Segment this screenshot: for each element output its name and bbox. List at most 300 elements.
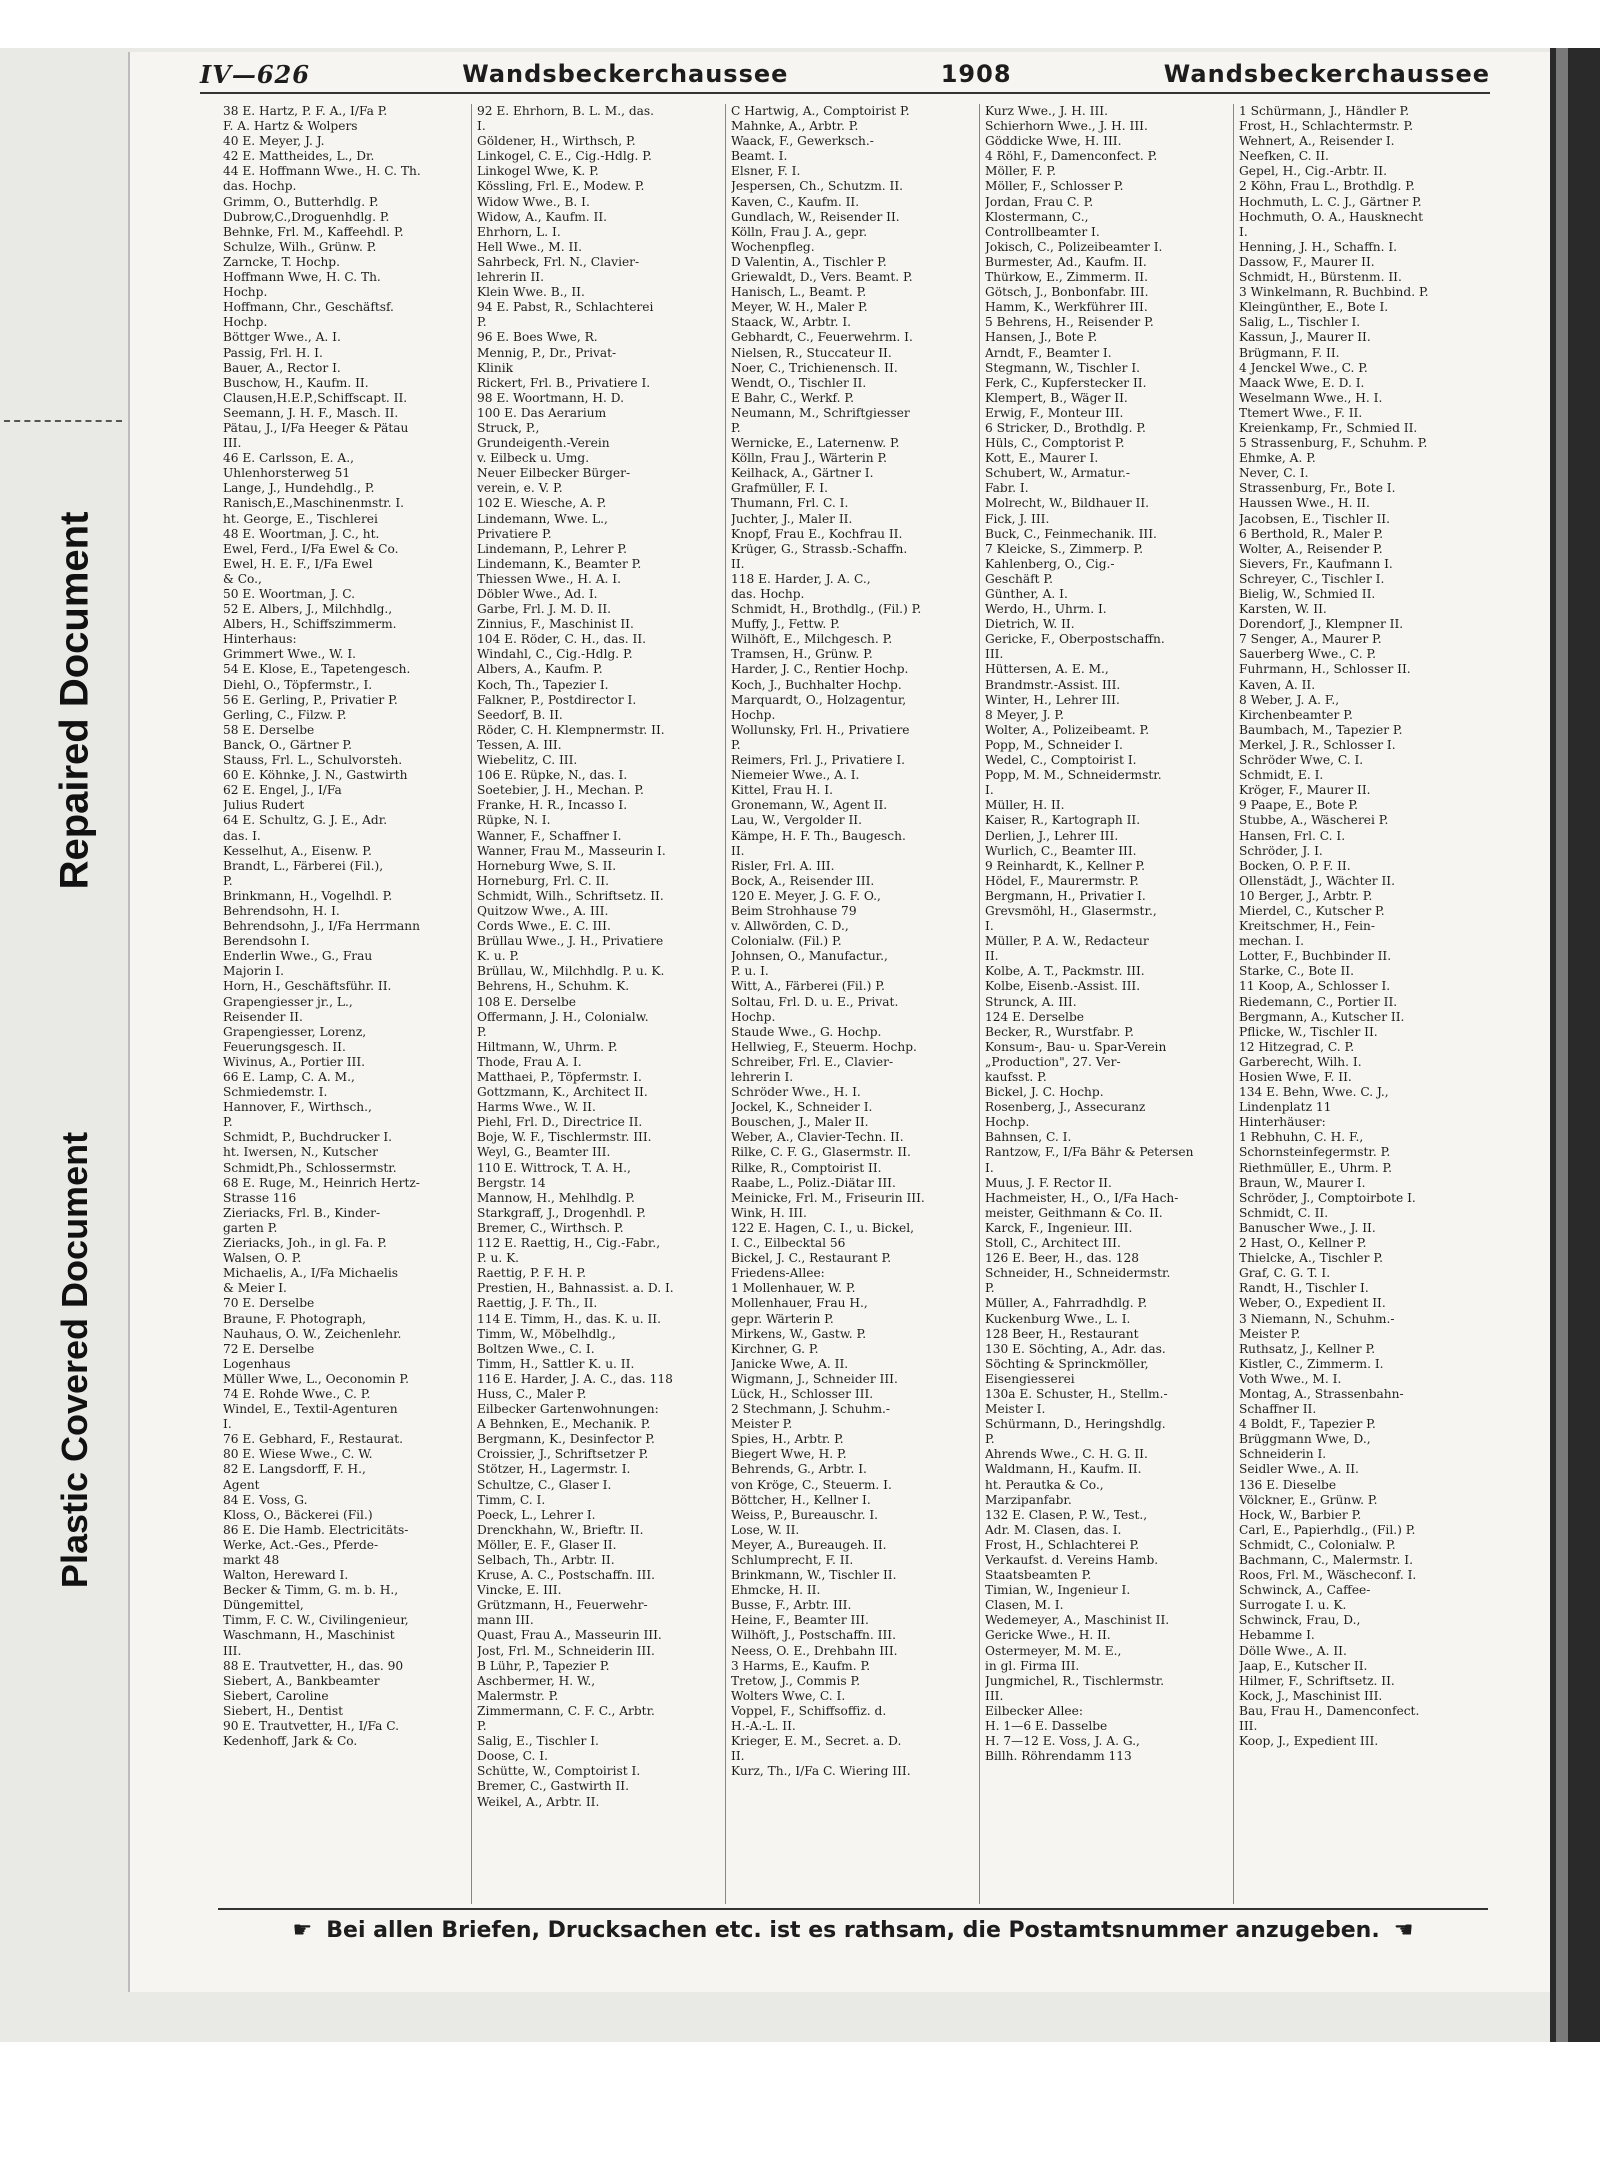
directory-entry: Maack Wwe, E. D. I. (1239, 375, 1365, 390)
directory-entry: Mennig, P., Dr., Privat- (477, 345, 617, 360)
directory-entry: Grundeigenth.-Verein (477, 436, 610, 451)
directory-entry: Reimers, Frl. J., Privatiere I. (731, 753, 906, 768)
directory-entry: Behnke, Frl. M., Kaffeehdl. P. (223, 224, 404, 239)
directory-entry: Thiessen Wwe., H. A. I. (477, 571, 621, 586)
directory-entry: Bau, Frau H., Damenconfect. (1239, 1703, 1420, 1718)
directory-entry: Schröder Wwe., H. I. (731, 1085, 861, 1100)
directory-entry: Strunck, A. III. (985, 994, 1077, 1009)
directory-entry: Burmester, Ad., Kaufm. II. (985, 254, 1147, 269)
directory-entry: Hansen, Frl. C. I. (1239, 828, 1346, 843)
directory-entry: Bocken, O. P. F. II. (1239, 858, 1351, 873)
directory-entry: Heine, F., Beamter III. (731, 1613, 869, 1628)
directory-entry: Hochp. (731, 1009, 776, 1024)
directory-entry: Mollenhauer, Frau H., (731, 1296, 868, 1311)
directory-entry: von Kröge, C., Steuerm. I. (731, 1477, 892, 1492)
directory-entry: Jokisch, C., Polizeibeamter I. (985, 239, 1163, 254)
directory-entry: Koch, J., Buchhalter Hochp. (731, 677, 902, 692)
directory-entry: Stubbe, A., Wäscherei P. (1239, 813, 1389, 828)
directory-entry: Niemeier Wwe., A. I. (731, 768, 860, 783)
directory-entry: Hebamme I. (1239, 1628, 1315, 1643)
directory-entry: Sauerberg Wwe., C. P. (1239, 647, 1377, 662)
directory-entry: Wigmann, J., Schneider III. (731, 1371, 898, 1386)
directory-entry: Cords Wwe., E. C. III. (477, 919, 611, 934)
directory-entry: Brüllau, W., Milchhdlg. P. u. K. (477, 964, 665, 979)
directory-entry: Brandmstr.-Assist. III. (985, 677, 1121, 692)
directory-entry: Zarncke, T. Hochp. (223, 254, 340, 269)
directory-entry: Kaven, C., Kaufm. II. (731, 194, 860, 209)
directory-entry: Weyl, G., Beamter III. (477, 1145, 611, 1160)
directory-entry: Becker, R., Wurstfabr. P. (985, 1024, 1134, 1039)
spine-edge (1556, 48, 1568, 2042)
directory-entry: Kott, E., Maurer I. (985, 451, 1099, 466)
repaired-document-text: Repaired Document (52, 511, 97, 889)
directory-entry: Roos, Frl. M., Wäscheconf. I. (1239, 1568, 1417, 1583)
directory-entry: 40 E. Meyer, J. J. (223, 134, 325, 149)
directory-entry: Hamm, K., Werkführer III. (985, 300, 1148, 315)
directory-entry: Verkaufst. d. Vereins Hamb. (985, 1553, 1159, 1567)
directory-entry: Kurz Wwe., J. H. III. (985, 104, 1108, 118)
directory-entry: Franke, H. R., Incasso I. (477, 798, 628, 813)
directory-entry: Timm, W., Möbelhdlg., (477, 1326, 616, 1341)
directory-entry: Schürmann, D., Heringshdlg. (985, 1417, 1166, 1432)
directory-entry: 96 E. Boes Wwe, R. (477, 330, 598, 345)
directory-entry: 1 Schürmann, J., Händler P. (1239, 104, 1410, 118)
directory-entry: Brügmann, F. II. (1239, 345, 1340, 360)
directory-entry: Schaffner II. (1239, 1402, 1317, 1417)
directory-entry: 94 E. Pabst, R., Schlachterei (477, 300, 654, 315)
directory-entry: Kölln, Frau J., Wärterin P. (731, 451, 888, 466)
directory-entry: Schmidt,Ph., Schlossermstr. (223, 1160, 397, 1175)
directory-entry: & Co., (223, 571, 262, 586)
directory-entry: Meyer, A., Bureaugeh. II. (731, 1537, 887, 1552)
directory-entry: 80 E. Wiese Wwe., C. W. (223, 1447, 373, 1462)
directory-entry: Soetebier, J. H., Mechan. P. (477, 783, 644, 798)
directory-entry: Schröder Wwe, C. I. (1239, 753, 1364, 768)
directory-entry: 12 Hitzegrad, C. P. (1239, 1039, 1355, 1054)
directory-entry: Weber, O., Expedient II. (1239, 1296, 1386, 1311)
directory-entry: Quitzow Wwe., A. III. (477, 903, 609, 918)
directory-entry: Enderlin Wwe., G., Frau (223, 949, 373, 964)
directory-entry: 44 E. Hoffmann Wwe., H. C. Th. (223, 164, 421, 179)
directory-entry: 128 Beer, H., Restaurant (985, 1326, 1139, 1341)
directory-entry: Rüpke, N. I. (477, 813, 551, 828)
directory-entry: Gebhardt, C., Feuerwehrm. I. (731, 330, 913, 345)
directory-entry: 3 Winkelmann, R. Buchbind. P. (1239, 285, 1429, 300)
directory-entry: Gundlach, W., Reisender II. (731, 209, 900, 224)
directory-entry: 74 E. Rohde Wwe., C. P. (223, 1386, 371, 1401)
directory-entry: Wernicke, E., Laternenw. P. (731, 436, 900, 451)
directory-entry: Hüttersen, A. E. M., (985, 662, 1109, 677)
directory-entry: Salig, L., Tischler I. (1239, 315, 1361, 330)
directory-entry: Boltzen Wwe., C. I. (477, 1341, 595, 1356)
directory-entry: Grapengiesser jr., L., (223, 994, 353, 1009)
directory-entry: Möller, F. P. (985, 164, 1056, 179)
directory-entry: Hüls, C., Comptorist P. (985, 436, 1125, 451)
directory-entry: Stoll, C., Architect III. (985, 1236, 1121, 1251)
directory-entry: Adr. M. Clasen, das. I. (985, 1522, 1122, 1537)
directory-entry: Risler, Frl. A. III. (731, 858, 835, 873)
directory-entry: III. (1239, 1719, 1258, 1734)
directory-entry: Ewel, H. E. F., I/Fa Ewel (223, 556, 373, 571)
directory-entry: Kloss, O., Bäckerei (Fil.) (223, 1507, 373, 1522)
directory-entry: Wedel, C., Comptoirist I. (985, 753, 1137, 768)
directory-entry: 66 E. Lamp, C. A. M., (223, 1070, 355, 1084)
directory-entry: Dubrow,C.,Droguenhdlg. P. (223, 209, 390, 224)
directory-entry: C Hartwig, A., Comptoirist P. (731, 104, 910, 118)
directory-entry: Kuckenburg Wwe., L. I. (985, 1311, 1131, 1326)
directory-entry: Popp, M., Schneider I. (985, 737, 1123, 752)
directory-entry: Klostermann, C., (985, 209, 1089, 224)
directory-entry: 7 Senger, A., Maurer P. (1239, 632, 1382, 647)
directory-entry: Harms Wwe., W. II. (477, 1100, 596, 1115)
column-1 (218, 104, 472, 1904)
directory-entry: Jaap, E., Kutscher II. (1239, 1658, 1368, 1673)
directory-entry: 10 Berger, J., Arbtr. P. (1239, 888, 1373, 903)
directory-entry: Marquardt, O., Holzagentur, (731, 692, 907, 707)
directory-entry: 6 Stricker, D., Brothdlg. P. (985, 420, 1146, 435)
directory-entry: 130a E. Schuster, H., Stellm.- (985, 1386, 1168, 1401)
directory-entry: Schmidt, Wilh., Schriftsetz. II. (477, 888, 664, 903)
directory-entry: Meister P. (1239, 1326, 1301, 1341)
directory-entry: A Behnken, E., Mechanik. P. (477, 1417, 651, 1432)
directory-entry: Schröder, J., Comptoirbote I. (1239, 1190, 1416, 1205)
directory-entry: Vincke, E. III. (477, 1583, 562, 1598)
directory-entry: 9 Reinhardt, K., Kellner P. (985, 858, 1146, 873)
directory-entry: ht. Perautka & Co., (985, 1477, 1104, 1492)
directory-entry: Beim Strohhause 79 (731, 903, 857, 918)
directory-entry: Krieger, E. M., Secret. a. D. (731, 1734, 902, 1749)
directory-entry: Horneburg Wwe, S. II. (477, 858, 617, 873)
directory-entry: 2 Hast, O., Kellner P. (1239, 1236, 1367, 1251)
directory-entry: Siebert, A., Bankbeamter (223, 1673, 380, 1688)
directory-entry: Logenhaus (223, 1356, 291, 1371)
directory-entry: Ttemert Wwe., F. II. (1239, 405, 1363, 420)
directory-entry: III. (985, 1688, 1004, 1703)
directory-columns (218, 104, 1488, 1904)
directory-entry: Jespersen, Ch., Schutzm. II. (731, 179, 904, 194)
directory-entry: Frost, H., Schlachtermstr. P. (1239, 119, 1414, 134)
directory-entry: Kock, J., Maschinist III. (1239, 1688, 1383, 1703)
directory-entry: Döbler Wwe., Ad. I. (477, 587, 598, 601)
directory-entry: Bremer, C., Wirthsch. P. (477, 1220, 624, 1235)
column-3 (726, 104, 980, 1904)
directory-entry: Bergmann, A., Kutscher II. (1239, 1009, 1405, 1024)
directory-entry: Konsum-, Bau- u. Spar-Verein (985, 1039, 1167, 1054)
directory-entry: E Bahr, C., Werkf. P. (731, 390, 854, 405)
directory-entry: 8 Weber, J. A. F., (1239, 692, 1340, 707)
directory-entry: Kistler, C., Zimmerm. I. (1239, 1356, 1384, 1371)
pointing-hand-left-icon: ☛ (292, 1917, 313, 1943)
directory-entry: Schmidt, E. I. (1239, 768, 1324, 783)
year-heading: 1908 (940, 60, 1012, 88)
directory-entry: Hinterhaus: (223, 632, 297, 647)
directory-entry: 120 E. Meyer, J. G. F. O., (731, 888, 881, 903)
directory-entry: Behrens, H., Schuhm. K. (477, 979, 630, 994)
directory-entry: Hock, W., Barbier P. (1239, 1507, 1362, 1522)
directory-entry: II. (985, 949, 999, 964)
directory-entry: Dassow, F., Maurer II. (1239, 254, 1375, 269)
directory-entry: Lindenplatz 11 (1239, 1100, 1332, 1115)
directory-entry: P. (477, 1719, 487, 1734)
directory-entry: Voth Wwe., M. I. (1239, 1371, 1342, 1386)
directory-entry: Bouschen, J., Maler II. (731, 1115, 869, 1130)
directory-entry: Voppel, F., Schiffsoffiz. d. (731, 1703, 887, 1718)
directory-entry: Zieriacks, Joh., in gl. Fa. P. (223, 1236, 387, 1251)
directory-entry: II. (731, 843, 745, 858)
directory-entry: Sievers, Fr., Kaufmann I. (1239, 556, 1393, 571)
directory-entry: Falkner, P., Postdirector I. (477, 692, 637, 707)
directory-entry: Meyer, W. H., Maler P. (731, 300, 868, 315)
directory-entry: Gericke, F., Oberpostschaffn. (985, 632, 1165, 647)
directory-entry: Ehrhorn, L. I. (477, 224, 561, 239)
directory-entry: Fick, J. III. (985, 511, 1050, 526)
directory-entry: Kassun, J., Maurer II. (1239, 330, 1371, 345)
directory-entry: H. 7—12 E. Voss, J. A. G., (985, 1734, 1140, 1749)
directory-entry: I. (985, 919, 994, 934)
directory-entry: Hochmuth, L. C. J., Gärtner P. (1239, 194, 1422, 209)
directory-entry: 118 E. Harder, J. A. C., (731, 571, 871, 586)
directory-entry: verein, e. V. P. (477, 481, 563, 496)
directory-entry: III. (985, 647, 1004, 662)
directory-entry: Müller, P. A. W., Redacteur (985, 934, 1149, 949)
directory-entry: Thürkow, E., Zimmerm. II. (985, 270, 1148, 285)
directory-entry: Gronemann, W., Agent II. (731, 798, 888, 813)
directory-entry: Dietrich, W. II. (985, 617, 1075, 632)
directory-entry: Stegmann, W., Tischler I. (985, 360, 1141, 375)
directory-entry: Uhlenhorsterweg 51 (223, 466, 351, 481)
directory-entry: Erwig, F., Monteur III. (985, 405, 1124, 420)
directory-entry: Banuscher Wwe., J. II. (1239, 1220, 1376, 1235)
directory-entry: Linkogel Wwe, K. P. (477, 164, 599, 179)
directory-entry: Pätau, J., I/Fa Heeger & Pätau (223, 420, 409, 435)
directory-entry: Windel, E., Textil-Agenturen (223, 1402, 398, 1417)
directory-entry: Raettig, J. F. Th., II. (477, 1296, 598, 1311)
directory-entry: Lotter, F., Buchbinder II. (1239, 949, 1392, 964)
directory-entry: v. Eilbeck u. Umg. (477, 451, 590, 466)
directory-entry: Raabe, L., Poliz.-Diätar III. (731, 1175, 896, 1190)
directory-entry: Schwinck, Frau, D., (1239, 1613, 1361, 1628)
directory-entry: Siebert, H., Dentist (223, 1703, 343, 1718)
directory-entry: 110 E. Wittrock, T. A. H., (477, 1160, 631, 1175)
directory-entry: Ferk, C., Kupferstecker II. (985, 375, 1147, 390)
directory-entry: mann III. (477, 1613, 534, 1628)
directory-entry: Surrogate I. u. K. (1239, 1598, 1347, 1613)
directory-entry: Nielsen, R., Stuccateur II. (731, 345, 892, 360)
directory-entry: Werke, Act.-Ges., Pferde- (223, 1537, 379, 1552)
directory-entry: I. (477, 119, 486, 134)
directory-entry: 54 E. Klose, E., Tapetengesch. (223, 662, 411, 677)
directory-entry: 58 E. Derselbe (223, 722, 315, 737)
directory-entry: Brinkmann, H., Vogelhdl. P. (223, 888, 393, 903)
directory-entry: Carl, E., Papierhdlg., (Fil.) P. (1239, 1522, 1416, 1537)
directory-entry: Lück, H., Schlosser III. (731, 1386, 874, 1401)
directory-entry: Selbach, Th., Arbtr. II. (477, 1553, 615, 1567)
directory-entry: 106 E. Rüpke, N., das. I. (477, 768, 628, 783)
directory-entry: Bauer, A., Rector I. (223, 360, 341, 375)
directory-entry: Poeck, L., Lehrer I. (477, 1507, 596, 1522)
directory-entry: 84 E. Voss, G. (223, 1492, 308, 1507)
directory-entry: Behrendsohn, J., I/Fa Herrmann (223, 919, 421, 934)
directory-entry: Timm, H., Sattler K. u. II. (477, 1356, 635, 1371)
directory-entry: Staude Wwe., G. Hochp. (731, 1024, 882, 1039)
directory-entry: Thumann, Frl. C. I. (731, 496, 849, 511)
directory-entry: Controllbeamter I. (985, 224, 1100, 239)
directory-entry: Hellwieg, F., Steuerm. Hochp. (731, 1039, 917, 1054)
directory-entry: Lindemann, K., Beamter P. (477, 556, 642, 571)
directory-entry: Starke, C., Bote II. (1239, 964, 1354, 979)
directory-entry: P. (985, 1432, 995, 1447)
directory-entry: Klinik (477, 360, 514, 375)
directory-entry: Kruse, A. C., Postschaffn. III. (477, 1568, 656, 1583)
directory-entry: 64 E. Schultz, G. J. E., Adr. (223, 813, 388, 828)
directory-entry: Randt, H., Tischler I. (1239, 1281, 1369, 1296)
directory-entry: Becker & Timm, G. m. b. H., (223, 1583, 399, 1598)
directory-entry: K. u. P. (477, 949, 520, 964)
directory-entry: Koop, J., Expedient III. (1239, 1734, 1379, 1749)
directory-entry: Knopf, Frau E., Kochfrau II. (731, 526, 903, 541)
directory-entry: Dölle Wwe., A. II. (1239, 1643, 1347, 1658)
directory-entry: Gericke Wwe., H. II. (985, 1628, 1111, 1643)
directory-entry: II. (731, 556, 745, 571)
directory-entry: Geschäft P. (985, 571, 1054, 586)
directory-entry: Wolters Wwe, C. I. (731, 1688, 846, 1703)
directory-entry: Jacobsen, E., Tischler II. (1239, 511, 1390, 526)
directory-entry: 50 E. Woortman, J. C. (223, 587, 355, 601)
directory-entry: Jungmichel, R., Tischlermstr. (985, 1673, 1165, 1688)
plastic-covered-text: Plastic Covered Document (54, 1131, 96, 1589)
directory-entry: Mierdel, C., Kutscher P. (1239, 903, 1385, 918)
directory-entry: Michaelis, A., I/Fa Michaelis (223, 1266, 399, 1281)
directory-entry: Baumbach, M., Tapezier P. (1239, 722, 1403, 737)
directory-entry: Krüger, G., Strassb.-Schaffn. (731, 541, 908, 556)
directory-entry: 1 Rebhuhn, C. H. F., (1239, 1130, 1364, 1145)
directory-entry: Berendsohn I. (223, 934, 310, 949)
directory-entry: Derlien, J., Lehrer III. (985, 828, 1119, 843)
directory-entry: Schwinck, A., Caffee- (1239, 1583, 1371, 1598)
directory-entry: Schmidt, H., Bürstenm. II. (1239, 270, 1402, 285)
directory-entry: 112 E. Raettig, H., Cig.-Fabr., (477, 1236, 661, 1251)
directory-entry: 46 E. Carlsson, E. A., (223, 451, 354, 466)
directory-entry: 92 E. Ehrhorn, B. L. M., das. (477, 104, 655, 118)
directory-entry: Staack, W., Arbtr. I. (731, 315, 852, 330)
directory-entry: Göldener, H., Wirthsch, P. (477, 134, 636, 149)
directory-entry: Göddicke Wwe, H. III. (985, 134, 1122, 149)
directory-entry: Bock, A., Reisender III. (731, 873, 875, 888)
directory-entry: Brüggmann Wwe, D., (1239, 1432, 1371, 1447)
directory-entry: Schröder, J. I. (1239, 843, 1323, 858)
directory-entry: 116 E. Harder, J. A. C., das. 118 (477, 1371, 673, 1386)
directory-entry: Wivinus, A., Portier III. (223, 1054, 366, 1069)
directory-entry: Schornsteinfegermstr. P. (1239, 1145, 1391, 1160)
directory-entry: Weber, A., Clavier-Techn. II. (731, 1130, 904, 1145)
directory-entry: garten P. (223, 1220, 278, 1235)
directory-entry: Müller, H. II. (985, 798, 1065, 813)
directory-entry: Kröger, F., Maurer II. (1239, 783, 1371, 798)
directory-entry: III. (223, 436, 242, 451)
directory-entry: Widow, A., Kaufm. II. (477, 209, 608, 224)
directory-entry: Sahrbeck, Frl. N., Clavier- (477, 254, 640, 269)
directory-entry: 102 E. Wiesche, A. P. (477, 496, 607, 511)
directory-entry: Haussen Wwe., H. II. (1239, 496, 1370, 511)
directory-entry: Waschmann, H., Maschinist (223, 1628, 395, 1643)
directory-entry: Hochp. (223, 285, 268, 300)
directory-entry: Hinterhäuser: (1239, 1115, 1326, 1130)
directory-entry: 98 E. Woortmann, H. D. (477, 390, 624, 405)
directory-entry: P. (985, 1281, 995, 1296)
directory-entry: das. Hochp. (223, 179, 297, 194)
directory-entry: P. u. I. (731, 964, 769, 979)
directory-entry: Meinicke, Frl. M., Friseurin III. (731, 1190, 925, 1205)
directory-entry: Schneider, H., Schneidermstr. (985, 1266, 1171, 1281)
directory-entry: Schmidt, H., Brothdlg., (Fil.) P. (731, 602, 922, 617)
directory-entry: Noer, C., Trichienensch. II. (731, 360, 898, 375)
directory-entry: Braun, W., Maurer I. (1239, 1175, 1366, 1190)
directory-entry: Julius Rudert (223, 798, 305, 813)
directory-entry: Schmidt, C. II. (1239, 1205, 1329, 1220)
directory-entry: Johnsen, O., Manufactur., (731, 949, 888, 964)
directory-entry: Garbe, Frl. J. M. D. II. (477, 602, 612, 617)
directory-entry: Bergmann, K., Desinfector P. (477, 1432, 655, 1447)
directory-entry: Never, C. I. (1239, 466, 1309, 481)
directory-entry: 86 E. Die Hamb. Electricitäts- (223, 1522, 409, 1537)
directory-entry: markt 48 (223, 1553, 280, 1567)
directory-entry: 124 E. Derselbe (985, 1009, 1084, 1024)
directory-entry: Völckner, E., Grünw. P. (1239, 1492, 1378, 1507)
directory-entry: Ehmke, A. P. (1239, 451, 1316, 466)
directory-entry: Beamt. I. (731, 149, 788, 164)
directory-entry: Tessen, A. III. (477, 737, 562, 752)
directory-entry: Grützmann, H., Feuerwehr- (477, 1598, 648, 1613)
directory-entry: Behrends, G., Arbtr. I. (731, 1462, 867, 1477)
directory-entry: Schulze, Wilh., Grünw. P. (223, 239, 377, 254)
directory-entry: Hachmeister, H., O., I/Fa Hach- (985, 1190, 1179, 1205)
directory-entry: Kleingünther, E., Bote I. (1239, 300, 1389, 315)
directory-entry: Hochp. (223, 315, 268, 330)
directory-entry: Seedorf, B. II. (477, 707, 563, 722)
directory-entry: Brandt, L., Färberei (Fil.), (223, 858, 384, 873)
directory-entry: Neefken, C. II. (1239, 149, 1329, 164)
directory-entry: Jordan, Frau C. P. (985, 194, 1094, 209)
directory-entry: Jockel, K., Schneider I. (731, 1100, 873, 1115)
directory-entry: H. 1—6 E. Dasselbe (985, 1719, 1108, 1734)
directory-entry: 4 Boldt, F., Tapezier P. (1239, 1417, 1376, 1432)
directory-entry: Majorin I. (223, 964, 284, 979)
directory-entry: Hosien Wwe, F. II. (1239, 1070, 1352, 1084)
directory-entry: Hilmer, F., Schriftsetz. II. (1239, 1673, 1395, 1688)
directory-entry: Eilbecker Gartenwohnungen: (477, 1402, 659, 1417)
directory-entry: Bachmann, C., Malermstr. I. (1239, 1553, 1413, 1567)
directory-entry: Grimmert Wwe., W. I. (223, 647, 357, 662)
directory-entry: Struck, P., (477, 420, 540, 435)
directory-entry: Ostermeyer, M. M. E., (985, 1643, 1122, 1658)
directory-entry: Behrendsohn, H. I. (223, 903, 340, 918)
directory-entry: Matthaei, P., Töpfermstr. I. (477, 1070, 642, 1084)
directory-entry: Billh. Röhrendamm 113 (985, 1749, 1132, 1764)
directory-entry: 1 Mollenhauer, W. P. (731, 1281, 856, 1296)
directory-entry: Möller, E. F., Glaser II. (477, 1537, 617, 1552)
directory-entry: 5 Behrens, H., Reisender P. (985, 315, 1154, 330)
directory-entry: Neess, O. E., Drehbahn III. (731, 1643, 898, 1658)
directory-entry: Lindemann, Wwe. L., (477, 511, 608, 526)
directory-entry: Tramsen, H., Grünw. P. (731, 647, 873, 662)
directory-entry: Fabr. I. (985, 481, 1029, 496)
directory-entry: Schmidt, C., Colonialw. P. (1239, 1537, 1396, 1552)
directory-entry: Schierhorn Wwe., J. H. III. (985, 119, 1148, 134)
directory-entry: Ewel, Ferd., I/Fa Ewel & Co. (223, 541, 399, 556)
directory-entry: Grapengiesser, Lorenz, (223, 1024, 367, 1039)
directory-entry: Rantzow, F., I/Fa Bähr & Petersen (985, 1145, 1194, 1160)
directory-entry: in gl. Firma III. (985, 1658, 1080, 1673)
